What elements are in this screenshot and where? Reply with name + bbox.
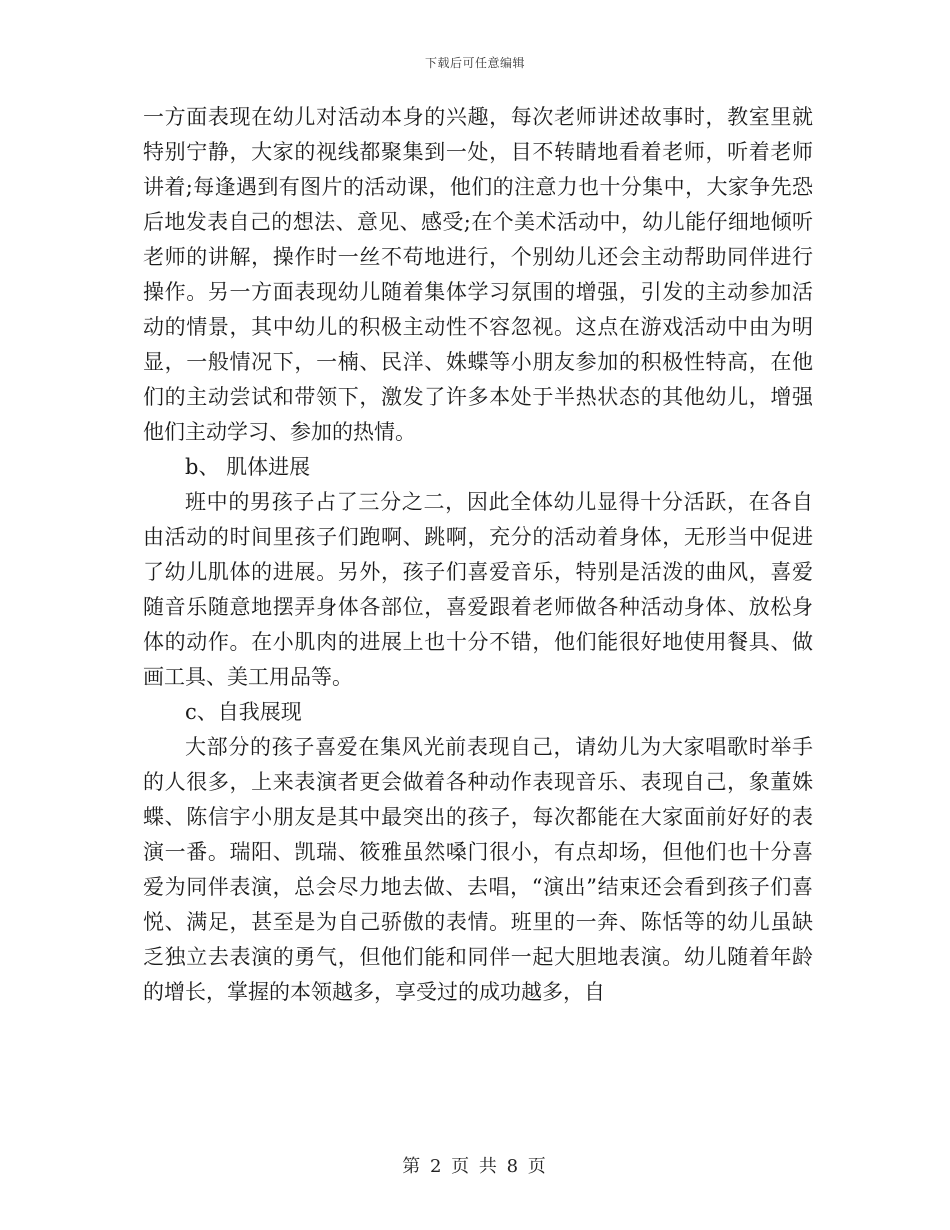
section-heading-b: b、 肌体进展 [185,455,311,479]
document-body [143,100,813,1010]
paragraph-self-expression: 大部分的孩子喜爱在集风光前表现自己，请幼儿为大家唱歌时举手的人很多，上来表演者更会做着各种动作表现音乐、表现自己，象董姝蝶、陈信宇小朋友是其中最突出的孩子，每次都能在大家面前好好的表演一番。瑞阳、凯瑞、筱雅虽然嗓门很小，有点却场，但他们也十分喜爱为同伴表演，总会尽力地去做、去唱，“演出”结束还会看到孩子们喜悦、满足，甚至是为自己骄傲的表情。班里的一奔、陈恬等的幼儿虽缺乏独立去表演的勇气，但他们能和同伴一起大胆地表演。幼儿随着年龄的增长，掌握的本领越多，享受过的成功越多，自 [143,735,813,1004]
page-header: 下载后可任意编辑 [424,56,525,70]
paragraph-physical-development: 班中的男孩子占了三分之二，因此全体幼儿显得十分活跃，在各自由活动的时间里孩子们跑啊、跳啊，充分的活动着身体，无形当中促进了幼儿肌体的进展。另外，孩子们喜爱音乐，特别是活泼的曲风，喜爱随音乐随意地摆弄身体各部位，喜爱跟着老师做各种活动身体、放松身体的动作。在小肌肉的进展上也十分不错，他们能很好地使用餐具、做画工具、美工用品等。 [143,490,813,689]
section-heading-c: c、自我展现 [185,700,302,724]
paragraph-interest: 一方面表现在幼儿对活动本身的兴趣，每次老师讲述故事时，教室里就特别宁静，大家的视线都聚集到一处，目不转睛地看着老师，听着老师讲着;每逢遇到有图片的活动课，他们的注意力也十分集中，大家争先恐后地发表自己的想法、意见、感受;在个美术活动中，幼儿能仔细地倾听老师的讲解，操作时一丝不苟地进行，个别幼儿还会主动帮助同伴进行操作。另一方面表现幼儿随着集体学习氛围的增强，引发的主动参加活动的情景，其中幼儿的积极主动性不容忽视。这点在游戏活动中由为明显，一般情况下，一楠、民洋、姝蝶等小朋友参加的积极性特高，在他们的主动尝试和带领下，激发了许多本处于半热状态的其他幼儿，增强他们主动学习、参加的热情。 [143,105,813,444]
page-footer: 第 2 页 共 8 页 [402,1156,548,1177]
